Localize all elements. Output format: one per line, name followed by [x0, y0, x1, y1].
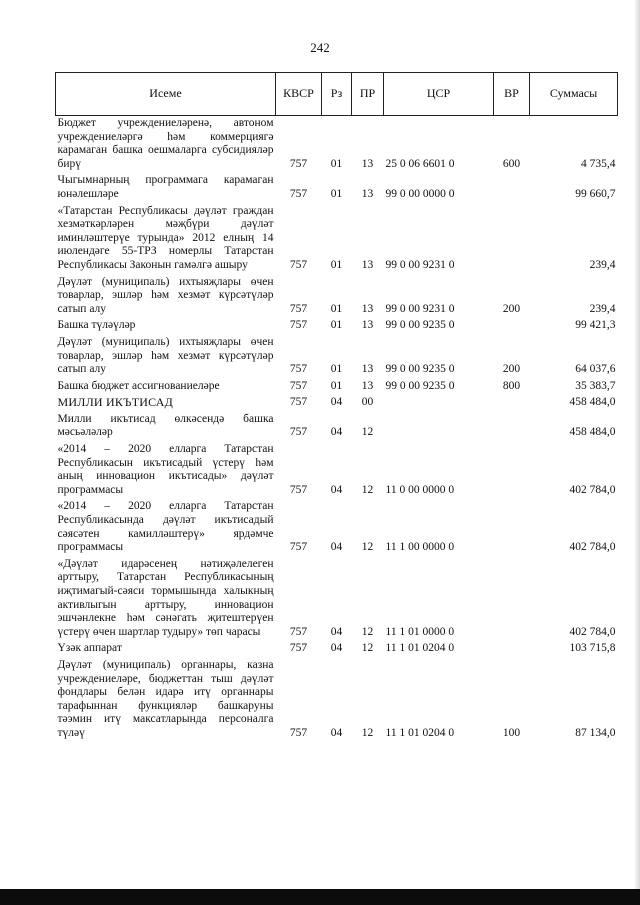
row-sum: 103 715,8 [569, 642, 616, 655]
row-vr: 600 [502, 157, 521, 170]
row-csr: 99 0 00 9231 0 [385, 302, 455, 315]
row-vr [494, 499, 530, 556]
row-csr: 99 0 00 0000 0 [385, 187, 455, 200]
row-pr: 12 [361, 642, 374, 655]
row-name: МИЛЛИ ИКЪТИСАД [57, 395, 173, 410]
row-vr [494, 641, 530, 658]
row-csr: 11 1 01 0204 0 [385, 726, 455, 739]
row-pr: 13 [361, 302, 374, 315]
header-sum: Суммасы [530, 73, 618, 116]
row-kvsr: 757 [289, 642, 308, 655]
row-sum: 87 134,0 [575, 726, 616, 739]
budget-table [55, 72, 618, 743]
row-rz: 01 [330, 302, 343, 315]
row-sum: 239,4 [589, 258, 616, 271]
row-rz: 04 [330, 396, 343, 409]
row-pr: 13 [361, 363, 374, 376]
row-name: Башка бюджет ассигнованиеләре [57, 379, 220, 392]
row-name: Милли икътисад өлкәсендә башка мәсьәләләр [57, 412, 274, 439]
row-pr: 12 [361, 625, 374, 638]
row-csr: 11 1 00 0000 0 [385, 541, 455, 554]
row-rz: 01 [330, 363, 343, 376]
row-sum: 4 735,4 [581, 157, 616, 170]
row-kvsr: 757 [289, 363, 308, 376]
row-pr: 12 [361, 483, 374, 496]
row-sum: 35 383,7 [575, 379, 616, 392]
header-kvsr: КВСР [276, 73, 322, 116]
table-row [56, 204, 618, 275]
row-csr: 11 0 00 0000 0 [385, 483, 455, 496]
row-rz: 01 [330, 379, 343, 392]
row-csr [384, 395, 494, 412]
row-vr: 800 [502, 379, 521, 392]
row-name: «2014 – 2020 елларга Татарстан Республикасын икътисадый үстерү һәм аның инновацион икътисады» дәүләт программасы [57, 443, 274, 496]
table-header [56, 73, 618, 116]
row-vr: 200 [502, 363, 521, 376]
row-pr: 13 [361, 258, 374, 271]
row-sum: 458 484,0 [569, 426, 616, 439]
row-vr [494, 395, 530, 412]
row-csr: 25 0 06 6601 0 [385, 157, 455, 170]
row-vr: 100 [502, 726, 521, 739]
table-row [56, 641, 618, 658]
row-rz: 01 [330, 187, 343, 200]
row-kvsr: 757 [289, 258, 308, 271]
row-kvsr: 757 [289, 187, 308, 200]
row-name: Башка түләүләр [57, 319, 136, 332]
row-name: «Татарстан Республикасы дәүләт граждан хезмәткәрләрен мәҗбүри дәүләт иминләштерүе турында» 2012 елның 14 июлендәге 55-ТРЗ номерлы Татарстан Республикасы Законын гамәлгә ашыру [57, 204, 274, 271]
header-csr: ЦСР [384, 73, 494, 116]
row-vr [494, 173, 530, 203]
section-row [56, 395, 618, 412]
row-name: Дәүләт (муниципаль) ихтыяҗлары өчен товарлар, эшләр һәм хезмәт күрсәтүләр сатып алу [57, 275, 274, 315]
table-row [56, 335, 618, 379]
row-csr [384, 412, 494, 442]
row-name: Дәүләт (муниципаль) органнары, казна учреждениеләре, бюджеттан тыш дәүләт фондлары белән идарә итү органнары тарафыннан функцияләр башкаруны тәэмин итү максатларында персоналга түләү [57, 658, 274, 739]
row-name: «2014 – 2020 елларга Татарстан Республикасында дәүләт икътисадый сәясәтен камилләштерү» ярдәмче программасы [57, 500, 274, 554]
row-rz: 01 [330, 157, 343, 170]
row-pr: 13 [361, 187, 374, 200]
table-body [56, 116, 618, 743]
row-pr: 13 [361, 379, 374, 392]
table-row [56, 116, 618, 174]
scan-bottom-bar [0, 889, 640, 905]
row-rz: 04 [330, 625, 343, 638]
row-kvsr: 757 [289, 379, 308, 392]
row-rz: 01 [330, 258, 343, 271]
row-name: Бюджет учреждениеләренә, автоном учреждениеләргә һәм коммерциягә карамаган башка оешмаларга субсидияләр бирү [57, 117, 274, 170]
page-number: 242 [310, 40, 330, 55]
header-vr: ВР [494, 73, 530, 116]
row-kvsr: 757 [289, 157, 308, 170]
row-vr [494, 204, 530, 275]
row-vr [494, 442, 530, 499]
table-row [56, 499, 618, 556]
row-rz: 04 [330, 483, 343, 496]
table-row [56, 658, 618, 743]
row-kvsr: 757 [289, 396, 308, 409]
row-pr: 12 [361, 726, 374, 739]
table-row [56, 275, 618, 319]
row-name: Дәүләт (муниципаль) ихтыяҗлары өчен товарлар, эшләр һәм хезмәт күрсәтүләр сатып алу [57, 335, 274, 376]
row-pr: 12 [361, 426, 374, 439]
row-vr: 200 [502, 302, 521, 315]
row-sum: 402 784,0 [569, 625, 616, 638]
table-row [56, 442, 618, 499]
row-rz: 04 [330, 426, 343, 439]
row-kvsr: 757 [289, 426, 308, 439]
scan-edge-shadow [634, 0, 640, 905]
row-csr: 99 0 00 9235 0 [385, 379, 455, 392]
header-rz: Рз [322, 73, 352, 116]
row-sum: 99 660,7 [575, 187, 616, 200]
row-name: Чыгымнарның программага карамаган юнәлешләре [57, 174, 274, 200]
row-pr: 12 [361, 541, 374, 554]
row-name: Үзәк аппарат [57, 642, 122, 655]
row-vr [494, 412, 530, 442]
row-name: «Дәүләт идарәсенең нәтиҗәлелеген арттыру, Татарстан Республикасының иҗтимагый-сәяси тормышында халыкның активлыгын арттыру, инновацион эшчәнлекне һәм сәнәгать җитештерүен үстерү өчен шартлар тудыру» төп чарасы [57, 557, 274, 638]
table-row [56, 318, 618, 335]
row-rz: 04 [330, 726, 343, 739]
row-vr [494, 318, 530, 335]
row-rz: 04 [330, 541, 343, 554]
row-pr: 00 [361, 396, 374, 409]
row-sum: 402 784,0 [569, 541, 616, 554]
row-pr: 13 [361, 319, 374, 332]
row-kvsr: 757 [289, 541, 308, 554]
row-sum: 458 484,0 [569, 396, 616, 409]
row-sum: 99 421,3 [575, 319, 616, 332]
row-csr: 11 1 01 0204 0 [385, 642, 455, 655]
table-row [56, 412, 618, 442]
row-pr: 13 [361, 157, 374, 170]
row-sum: 239,4 [589, 302, 616, 315]
row-kvsr: 757 [289, 625, 308, 638]
header-pr: ПР [352, 73, 384, 116]
row-kvsr: 757 [289, 483, 308, 496]
table-row [56, 379, 618, 396]
row-sum: 402 784,0 [569, 483, 616, 496]
header-row [56, 73, 618, 116]
row-vr [494, 557, 530, 642]
header-name: Исеме [56, 73, 276, 116]
table-row [56, 557, 618, 642]
row-kvsr: 757 [289, 302, 308, 315]
row-csr: 99 0 00 9235 0 [385, 363, 455, 376]
row-rz: 01 [330, 319, 343, 332]
row-csr: 99 0 00 9231 0 [385, 258, 455, 271]
table-row [56, 173, 618, 203]
row-rz: 04 [330, 642, 343, 655]
row-kvsr: 757 [289, 319, 308, 332]
row-kvsr: 757 [289, 726, 308, 739]
row-sum: 64 037,6 [575, 363, 616, 376]
row-csr: 99 0 00 9235 0 [385, 319, 455, 332]
row-csr: 11 1 01 0000 0 [385, 625, 455, 638]
